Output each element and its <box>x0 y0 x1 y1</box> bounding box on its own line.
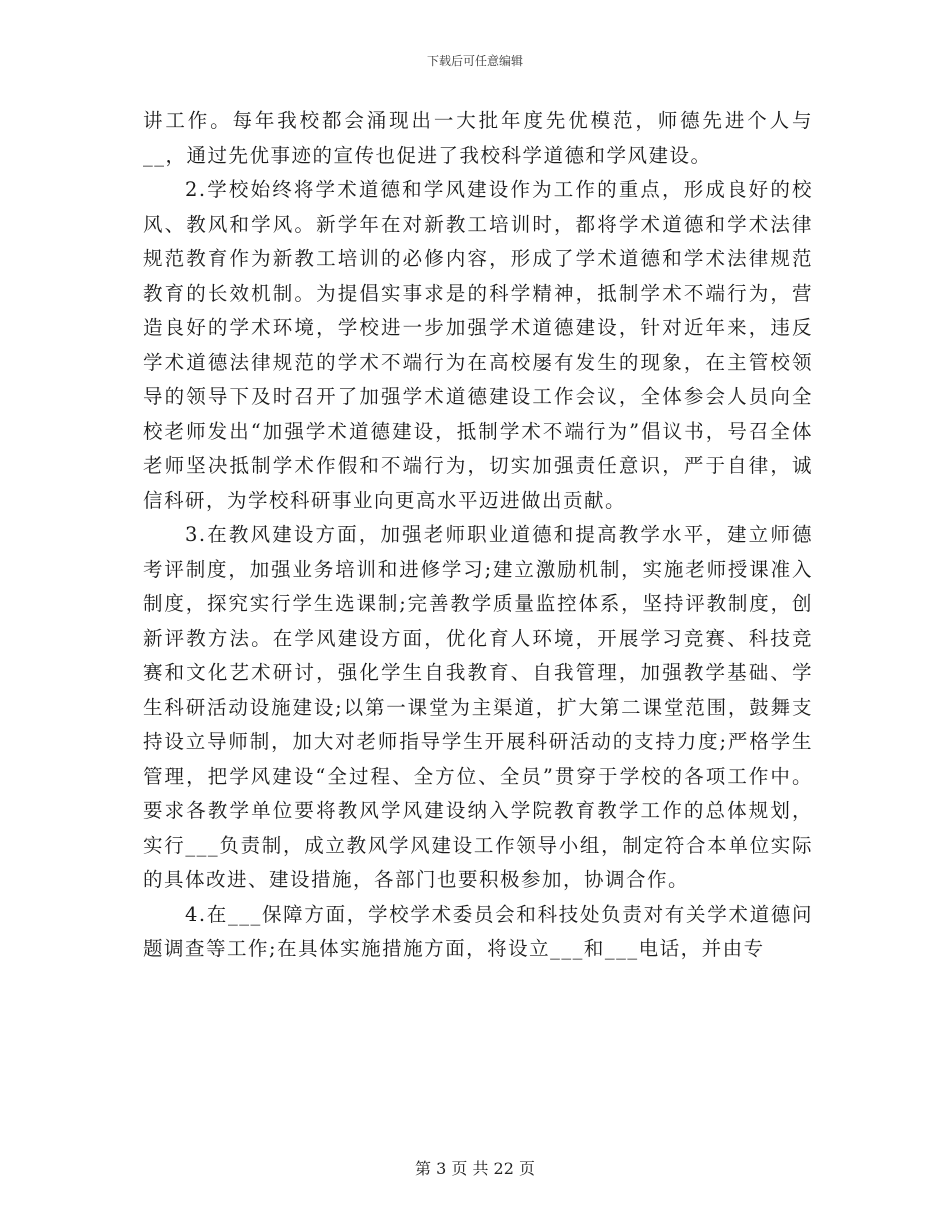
paragraph-item-3: 3.在教风建设方面，加强老师职业道德和提高教学水平，建立师德考评制度，加强业务培训和进修学习;建立激励机制，实施老师授课准入制度，探究实行学生选课制;完善教学质量监控体系，坚持评教制度，创新评教方法。在学风建设方面，优化育人环境，开展学习竞赛、科技竞赛和文化艺术研讨，强化学生自我教育、自我管理，加强教学基础、学生科研活动设施建设;以第一课堂为主渠道，扩大第二课堂范围，鼓舞支持设立导师制，加大对老师指导学生开展科研活动的支持力度;严格学生管理，把学风建设“全过程、全方位、全员”贯穿于学校的各项工作中。要求各教学单位要将教风学风建设纳入学院教育教学工作的总体规划，实行___负责制，成立教风学风建设工作领导小组，制定符合本单位实际的具体改进、建设措施，各部门也要积极参加，协调合作。 <box>143 523 813 891</box>
page-header-note: 下载后可任意编辑 <box>426 54 523 68</box>
page-number: 第 3 页 共 22 页 <box>415 1159 535 1178</box>
paragraph-item-4: 4.在___保障方面，学校学术委员会和科技处负责对有关学术道德问题调查等工作;在具体实施措施方面，将设立___和___电话，并由专 <box>143 902 813 960</box>
paragraph-continuation: 讲工作。每年我校都会涌现出一大批年度先优模范，师德先进个人与__，通过先优事迹的宣传也促进了我校科学道德和学风建设。 <box>143 109 813 167</box>
paragraph-item-2: 2.学校始终将学术道德和学风建设作为工作的重点，形成良好的校风、教风和学风。新学年在对新教工培训时，都将学术道德和学术法律规范教育作为新教工培训的必修内容，形成了学术道德和学术法律规范教育的长效机制。为提倡实事求是的科学精神，抵制学术不端行为，营造良好的学术环境，学校进一步加强学术道德建设，针对近年来，违反学术道德法律规范的学术不端行为在高校屡有发生的现象，在主管校领导的领导下及时召开了加强学术道德建设工作会议，全体参会人员向全校老师发出“加强学术道德建设，抵制学术不端行为”倡议书，号召全体老师坚决抵制学术作假和不端行为，切实加强责任意识，严于自律，诚信科研，为学校科研事业向更高水平迈进做出贡献。 <box>143 178 813 512</box>
document-body <box>143 104 813 967</box>
